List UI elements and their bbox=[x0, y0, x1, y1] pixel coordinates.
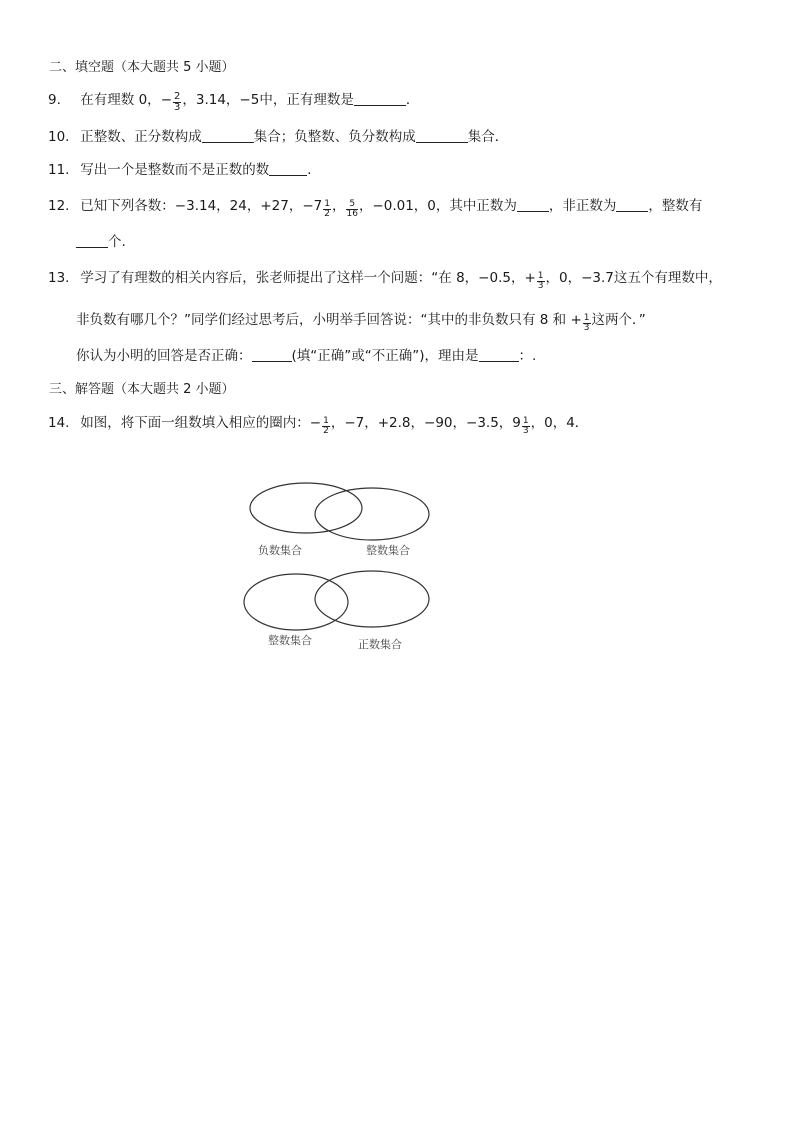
answer-blank[interactable] bbox=[354, 91, 406, 106]
label-top-left: 负数集合 bbox=[258, 544, 302, 557]
fraction: $\frac{2}{3}$ bbox=[174, 91, 181, 113]
question-number: 10. bbox=[48, 129, 70, 145]
answer-blank[interactable] bbox=[202, 128, 254, 143]
mixed-fraction: $\frac{1}{3}$ bbox=[522, 416, 529, 436]
question-number: 12. bbox=[48, 198, 70, 214]
fraction: $\frac{5}{16}$ bbox=[346, 199, 358, 219]
question-14: 14. 如图，将下面一组数填入相应的圈内：− $\frac{1}{2}$ ，−7，+2.8，−90，−3.5，9 $\frac{1}{3}$ ，0，4． bbox=[48, 415, 589, 436]
fraction: $\frac{1}{3}$ bbox=[537, 271, 544, 291]
answer-blank[interactable] bbox=[76, 233, 108, 248]
venn-diagrams bbox=[240, 478, 440, 653]
question-9: 9. 在有理数 0，− $\frac{2}{3}$ ，3.14，−5中，正有理数是 ． bbox=[48, 91, 420, 113]
question-number: 13. bbox=[48, 270, 70, 286]
answer-blank[interactable] bbox=[269, 161, 307, 176]
mixed-fraction: $\frac{1}{2}$ bbox=[324, 199, 330, 219]
section-title-fill-blank: 二、填空题（本大题共 5 小题） bbox=[49, 60, 235, 75]
question-number: 11. bbox=[48, 162, 70, 178]
question-13: 13. 学习了有理数的相关内容后，张老师提出了这样一个问题：“在 8，−0.5，+ $\frac{1}{3}$ ，0，−3.7这五个有理数中， bbox=[48, 270, 722, 291]
label-bottom-left: 整数集合 bbox=[268, 634, 312, 647]
answer-blank[interactable] bbox=[517, 197, 549, 212]
circle-bottom-right[interactable] bbox=[315, 571, 429, 627]
answer-blank[interactable] bbox=[479, 347, 519, 362]
venn-bottom bbox=[244, 571, 429, 651]
question-13-line3: 你认为小明的回答是否正确： (填“正确”或“不正确”)，理由是 ：. bbox=[76, 348, 537, 364]
label-top-right: 整数集合 bbox=[366, 544, 410, 557]
answer-blank[interactable] bbox=[252, 347, 292, 362]
question-13-line2: 非负数有哪几个？”同学们经过思考后，小明举手回答说：“其中的非负数只有 8 和 + $\frac{1}{3}$ 这两个．” bbox=[76, 312, 646, 333]
fraction: $\frac{1}{2}$ bbox=[323, 416, 329, 436]
answer-blank[interactable] bbox=[616, 197, 648, 212]
section-title-solve: 三、解答题（本大题共 2 小题） bbox=[49, 382, 235, 397]
circle-bottom-left[interactable] bbox=[244, 574, 348, 630]
question-number: 9. bbox=[48, 92, 61, 108]
question-12: 12. 已知下列各数：−3.14，24，+27，−7 $\frac{1}{2}$ ， $\frac{5}{16}$ ，−0.01，0，其中正数为 ，非正数为 ，整数有 bbox=[48, 198, 703, 219]
venn-top bbox=[250, 483, 429, 557]
question-12-continued: 个. bbox=[76, 232, 126, 252]
question-number: 14. bbox=[48, 415, 70, 431]
question-10: 10. 正整数、正分数构成 集合；负整数、负分数构成 集合． bbox=[48, 129, 509, 145]
label-bottom-right: 正数集合 bbox=[358, 638, 402, 651]
answer-blank[interactable] bbox=[416, 128, 468, 143]
question-11: 11. 写出一个是整数而不是正数的数 ． bbox=[48, 162, 321, 178]
circle-top-right[interactable] bbox=[315, 488, 429, 540]
fraction: $\frac{1}{3}$ bbox=[583, 313, 590, 333]
